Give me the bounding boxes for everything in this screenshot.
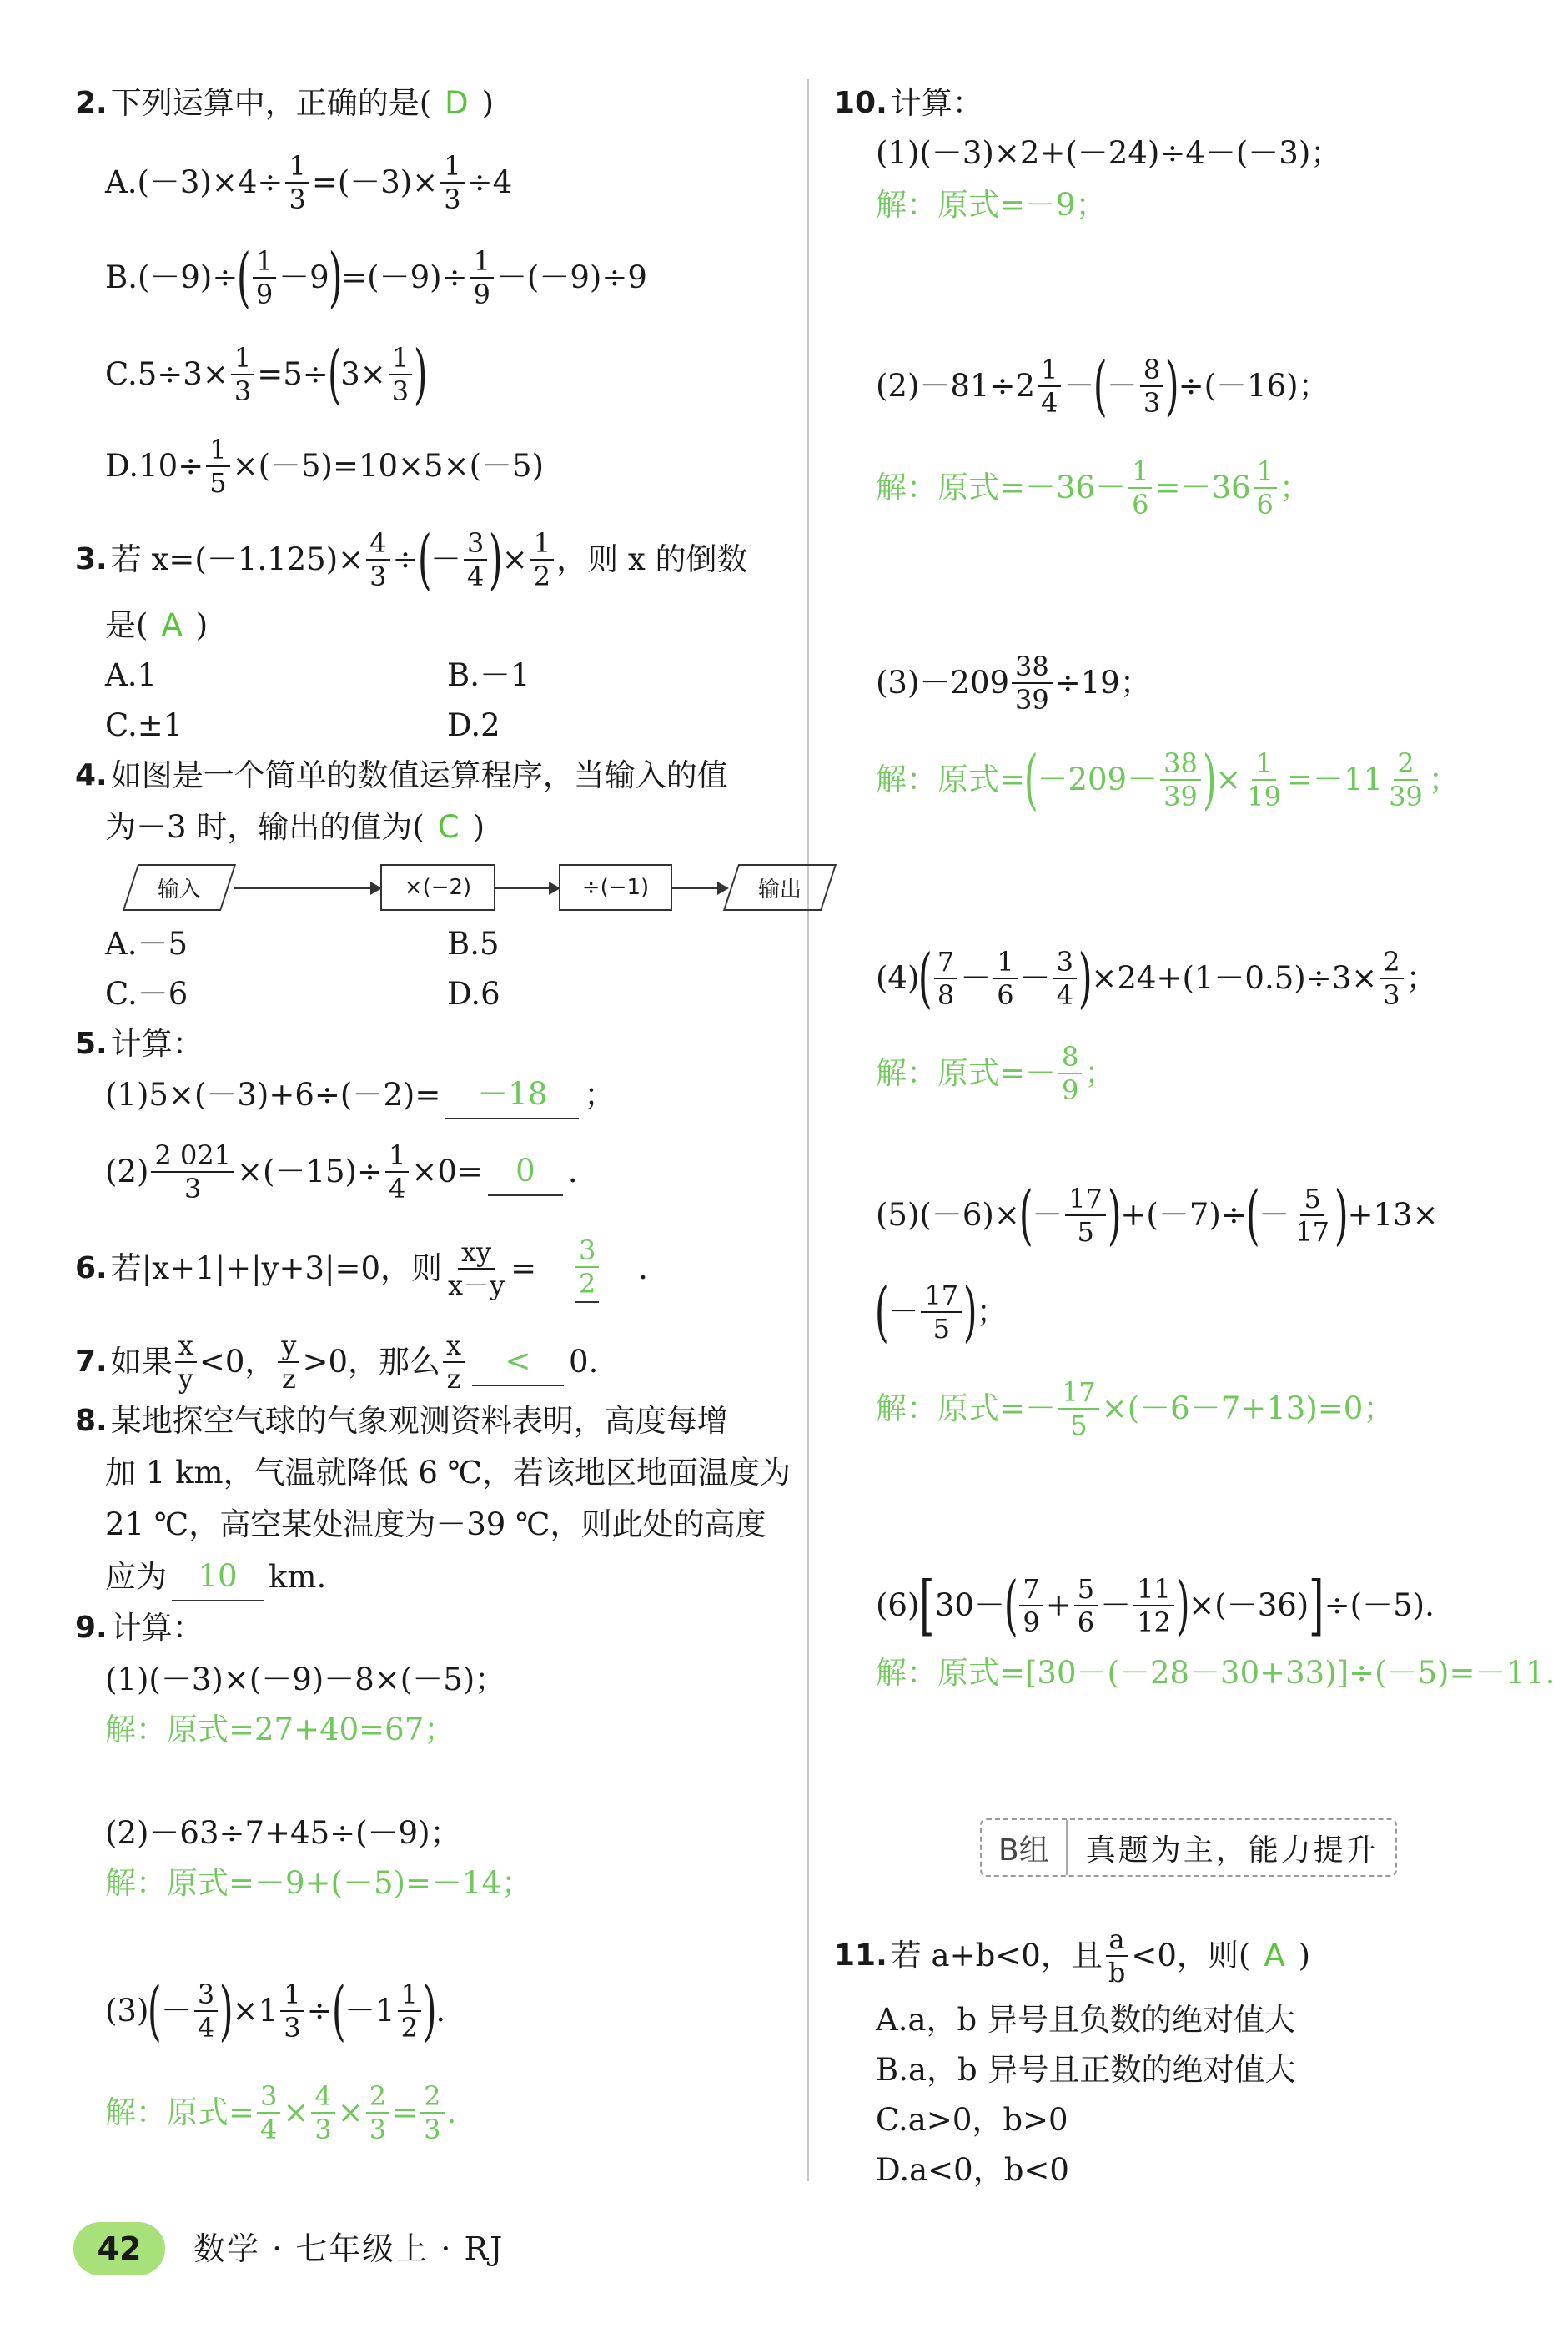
fraction: $\frac{1}{2}$ bbox=[398, 1978, 421, 2044]
q9-part-1: (1)(－3)×(－9)－8×(－5)； bbox=[105, 1662, 506, 1697]
question-9-stem: 9. 计算： bbox=[75, 1610, 204, 1646]
fraction: $\frac{x}{y}$ bbox=[175, 1330, 197, 1395]
question-3-stem: 3. 若 x=(－1.125)× $\frac{4}{3}$ ÷ ( － $\frac{3}{4}$ ) × $\frac{1}{2}$ ，则 x 的倒数 bbox=[75, 522, 748, 597]
q10-part-5-cont: ( － $\frac{17}{5}$ ) ； bbox=[874, 1275, 1008, 1350]
fraction: $\frac{1}{5}$ bbox=[206, 434, 229, 499]
fraction: $\frac{8}{9}$ bbox=[1058, 1041, 1082, 1106]
answer-choice: C bbox=[437, 809, 460, 845]
fraction: $\frac{x}{z}$ bbox=[443, 1330, 465, 1395]
q2-option-a: A. (－3)×4÷ $\frac{1}{3}$ =(－3)× $\frac{1}{3}$ ÷4 bbox=[105, 150, 513, 215]
fraction: $\frac{1}{2}$ bbox=[530, 527, 554, 592]
q11-option-b: B.a，b 异号且正数的绝对值大 bbox=[876, 2052, 1296, 2088]
q9-part-2: (2)－63÷7+45÷(－9)； bbox=[105, 1815, 461, 1851]
q10-part-6: (6) [ 30－ ( $\frac{7}{9}$ + $\frac{5}{6}$ － $\frac{11}{12}$ ) ×(－36) ] ÷(－5). bbox=[876, 1568, 1435, 1643]
question-3-stem-cont: 是( A ) bbox=[105, 602, 208, 649]
fraction: $\frac{a}{b}$ bbox=[1105, 1923, 1128, 1989]
fraction: $\frac{38}{39}$ bbox=[1012, 651, 1053, 716]
answer-choice: A bbox=[1264, 1938, 1285, 1973]
fraction: $\frac{8}{3}$ bbox=[1140, 354, 1163, 419]
q11-option-c: C.a>0，b>0 bbox=[876, 2102, 1068, 2138]
question-2-stem: 2. 下列运算中，正确的是( D ) bbox=[75, 80, 494, 127]
page-number-badge: 42 bbox=[73, 2222, 165, 2275]
q2-option-b: B. (－9)÷ ( $\frac{1}{9}$ －9 ) =(－9)÷ $\frac{1}{9}$ －(－9)÷9 bbox=[105, 240, 647, 315]
flow-output: 输出 bbox=[723, 864, 837, 911]
q10-solution-2: 解：原式=－36－ $\frac{1}{6}$ =－36 $\frac{1}{6}$ ； bbox=[876, 455, 1310, 520]
q10-part-5: (5)(－6)× ( － $\frac{17}{5}$ ) +(－7)÷ ( － $\frac{5}{17}$ ) +13× bbox=[876, 1178, 1439, 1253]
section-badge-group-b: B组 真题为主，能力提升 bbox=[980, 1818, 1397, 1877]
fraction: $\frac{3}{4}$ bbox=[464, 527, 487, 592]
q10-part-2: (2)－81÷2 $\frac{1}{4}$ － ( － $\frac{8}{3}$ ) ÷(－16)； bbox=[876, 349, 1329, 424]
answer-blank: < bbox=[472, 1338, 564, 1386]
fraction: $\frac{1}{4}$ bbox=[385, 1139, 409, 1204]
flow-arrow bbox=[234, 887, 380, 889]
question-11-stem: 11. 若 a+b<0，且 $\frac{a}{b}$ <0，则( A ) bbox=[834, 1923, 1311, 1989]
fraction: $\frac{2}{3}$ bbox=[366, 2080, 389, 2145]
fraction: $\frac{1}{6}$ bbox=[1128, 455, 1152, 520]
question-8-line-1: 8. 某地探空气球的气象观测资料表明，高度每增 bbox=[75, 1403, 728, 1439]
q5-part-2: (2) $\frac{2 021}{3}$ ×(－15)÷ $\frac{1}{4}$ ×0= 0 . bbox=[105, 1139, 578, 1204]
fraction: $\frac{7}{9}$ bbox=[1019, 1573, 1043, 1638]
fraction: $\frac{17}{5}$ bbox=[1058, 1376, 1099, 1441]
fraction: $\frac{1}{3}$ bbox=[440, 150, 464, 215]
fraction: $\frac{2}{39}$ bbox=[1389, 747, 1423, 812]
fraction: $\frac{1}{3}$ bbox=[231, 342, 254, 407]
fraction: $\frac{2}{3}$ bbox=[420, 2080, 444, 2145]
column-divider bbox=[807, 79, 809, 2181]
question-8-line-2: 加 1 km，气温就降低 6 ℃，若该地区地面温度为 bbox=[105, 1455, 792, 1491]
flow-multiply: ×(−2) bbox=[380, 864, 495, 911]
q2-option-d: D. 10÷ $\frac{1}{5}$ ×(－5)=10×5×(－5) bbox=[105, 434, 545, 499]
q10-solution-5: 解：原式=－ $\frac{17}{5}$ ×(－6－7+13)=0； bbox=[876, 1376, 1395, 1441]
answer-blank: 10 bbox=[172, 1553, 264, 1601]
fraction: $\frac{1}{3}$ bbox=[280, 1978, 304, 2044]
fraction: $\frac{1}{3}$ bbox=[389, 342, 412, 407]
question-7: 7. 如果 $\frac{x}{y}$ <0， $\frac{y}{z}$ >0，那么 $\frac{x}{z}$ < 0. bbox=[75, 1330, 599, 1395]
q4-option-d: D.6 bbox=[447, 976, 500, 1012]
fraction: $\frac{y}{z}$ bbox=[278, 1330, 299, 1395]
fraction: $\frac{5}{6}$ bbox=[1074, 1573, 1098, 1638]
question-10-stem: 10. 计算： bbox=[834, 85, 983, 121]
flow-arrow bbox=[495, 887, 559, 889]
q10-solution-1: 解：原式=－9； bbox=[876, 187, 1107, 223]
q9-solution-1: 解：原式=27+40=67； bbox=[105, 1712, 455, 1747]
fraction: $\frac{4}{3}$ bbox=[311, 2080, 334, 2145]
fraction: $\frac{2 021}{3}$ bbox=[151, 1139, 234, 1204]
fraction: $\frac{3}{4}$ bbox=[257, 2080, 280, 2145]
fraction: $\frac{3}{4}$ bbox=[194, 1978, 218, 2044]
q10-solution-6: 解：原式=[30－(－28－30+33)]÷(－5)=－11. bbox=[876, 1655, 1555, 1691]
fraction: $\frac{17}{5}$ bbox=[1065, 1183, 1106, 1248]
fraction: $\frac{1}{19}$ bbox=[1247, 747, 1281, 812]
fraction: $\frac{1}{9}$ bbox=[253, 245, 276, 310]
q11-option-a: A.a，b 异号且负数的绝对值大 bbox=[876, 2002, 1295, 2038]
fraction: $\frac{2}{3}$ bbox=[1380, 946, 1403, 1011]
q10-solution-3: 解：原式= ( －209－ $\frac{38}{39}$ ) × $\frac{1}{19}$ =－11 $\frac{2}{39}$ ； bbox=[876, 742, 1460, 817]
q9-solution-3: 解：原式= $\frac{3}{4}$ × $\frac{4}{3}$ × $\frac{2}{3}$ = $\frac{2}{3}$ . bbox=[105, 2080, 457, 2145]
answer-choice: A bbox=[161, 607, 183, 643]
flow-input: 输入 bbox=[123, 864, 236, 911]
q2-option-c: C. 5÷3× $\frac{1}{3}$ =5÷ ( 3× $\frac{1}{3}$ ) bbox=[105, 337, 428, 412]
q4-option-c: C.－6 bbox=[105, 976, 188, 1012]
q3-option-b: B.－1 bbox=[447, 657, 530, 693]
question-4-stem-cont: 为－3 时，输出的值为( C ) bbox=[105, 804, 485, 851]
q10-solution-4: 解：原式=－ $\frac{8}{9}$ ； bbox=[876, 1041, 1116, 1106]
fraction: $\frac{3}{4}$ bbox=[1053, 946, 1077, 1011]
q4-option-a: A.－5 bbox=[105, 926, 188, 962]
q3-option-d: D.2 bbox=[447, 707, 500, 743]
fraction: $\frac{1}{3}$ bbox=[285, 150, 309, 215]
q5-part-1: (1)5×(－3)+6÷(－2)= －18 ； bbox=[105, 1071, 615, 1119]
fraction: $\frac{7}{8}$ bbox=[934, 946, 957, 1011]
q9-part-3: (3) ( － $\frac{3}{4}$ ) ×1 $\frac{1}{3}$ ÷ ( －1 $\frac{1}{2}$ ) . bbox=[105, 1973, 446, 2049]
fraction: $\frac{38}{39}$ bbox=[1160, 747, 1201, 812]
q3-option-a: A.1 bbox=[105, 657, 158, 693]
fraction: $\frac{1}{9}$ bbox=[470, 245, 494, 310]
question-8-line-4: 应为 10 km. bbox=[105, 1553, 326, 1601]
fraction: $\frac{1}{6}$ bbox=[1254, 455, 1277, 520]
answer-blank: －18 bbox=[445, 1071, 579, 1119]
flow-divide: ÷(−1) bbox=[559, 864, 672, 911]
footer-book-title: 数学 · 七年级上 · RJ bbox=[193, 2230, 505, 2267]
q10-part-1: (1)(－3)×2+(－24)÷4－(－3)； bbox=[876, 135, 1342, 171]
q4-option-b: B.5 bbox=[447, 926, 500, 962]
question-8-line-3: 21 ℃，高空某处温度为－39 ℃，则此处的高度 bbox=[105, 1506, 766, 1542]
fraction: $\frac{5}{17}$ bbox=[1295, 1183, 1329, 1248]
fraction: $\frac{1}{6}$ bbox=[993, 946, 1017, 1011]
fraction: $\frac{17}{5}$ bbox=[921, 1280, 962, 1345]
answer-choice: D bbox=[445, 85, 469, 121]
answer-blank: 0 bbox=[488, 1148, 563, 1196]
fraction: $\frac{11}{12}$ bbox=[1133, 1573, 1174, 1638]
q10-part-4: (4) ( $\frac{7}{8}$ － $\frac{1}{6}$ － $\frac{3}{4}$ ) ×24+(1－0.5)÷3× $\frac{2}{3}$ ； bbox=[876, 941, 1437, 1016]
q3-option-c: C.±1 bbox=[105, 707, 183, 743]
fraction: $\frac{1}{4}$ bbox=[1038, 354, 1061, 419]
question-6: 6. 若|x+1|+|y+3|=0，则 $\frac{xy}{x-y}$ = $\frac{3}{2}$ . bbox=[75, 1234, 648, 1301]
q10-part-3: (3)－209 $\frac{38}{39}$ ÷19； bbox=[876, 651, 1151, 716]
answer-blank: $\frac{3}{2}$ bbox=[541, 1234, 633, 1303]
fraction: $\frac{xy}{x-y}$ bbox=[448, 1236, 505, 1301]
question-5-stem: 5. 计算： bbox=[75, 1026, 204, 1062]
q11-option-d: D.a<0，b<0 bbox=[876, 2152, 1069, 2188]
flow-arrow bbox=[672, 887, 727, 889]
q9-solution-2: 解：原式=－9+(－5)=－14； bbox=[105, 1865, 533, 1901]
fraction: $\frac{4}{3}$ bbox=[366, 527, 389, 592]
question-4-stem: 4. 如图是一个简单的数值运算程序，当输入的值 bbox=[75, 757, 728, 793]
